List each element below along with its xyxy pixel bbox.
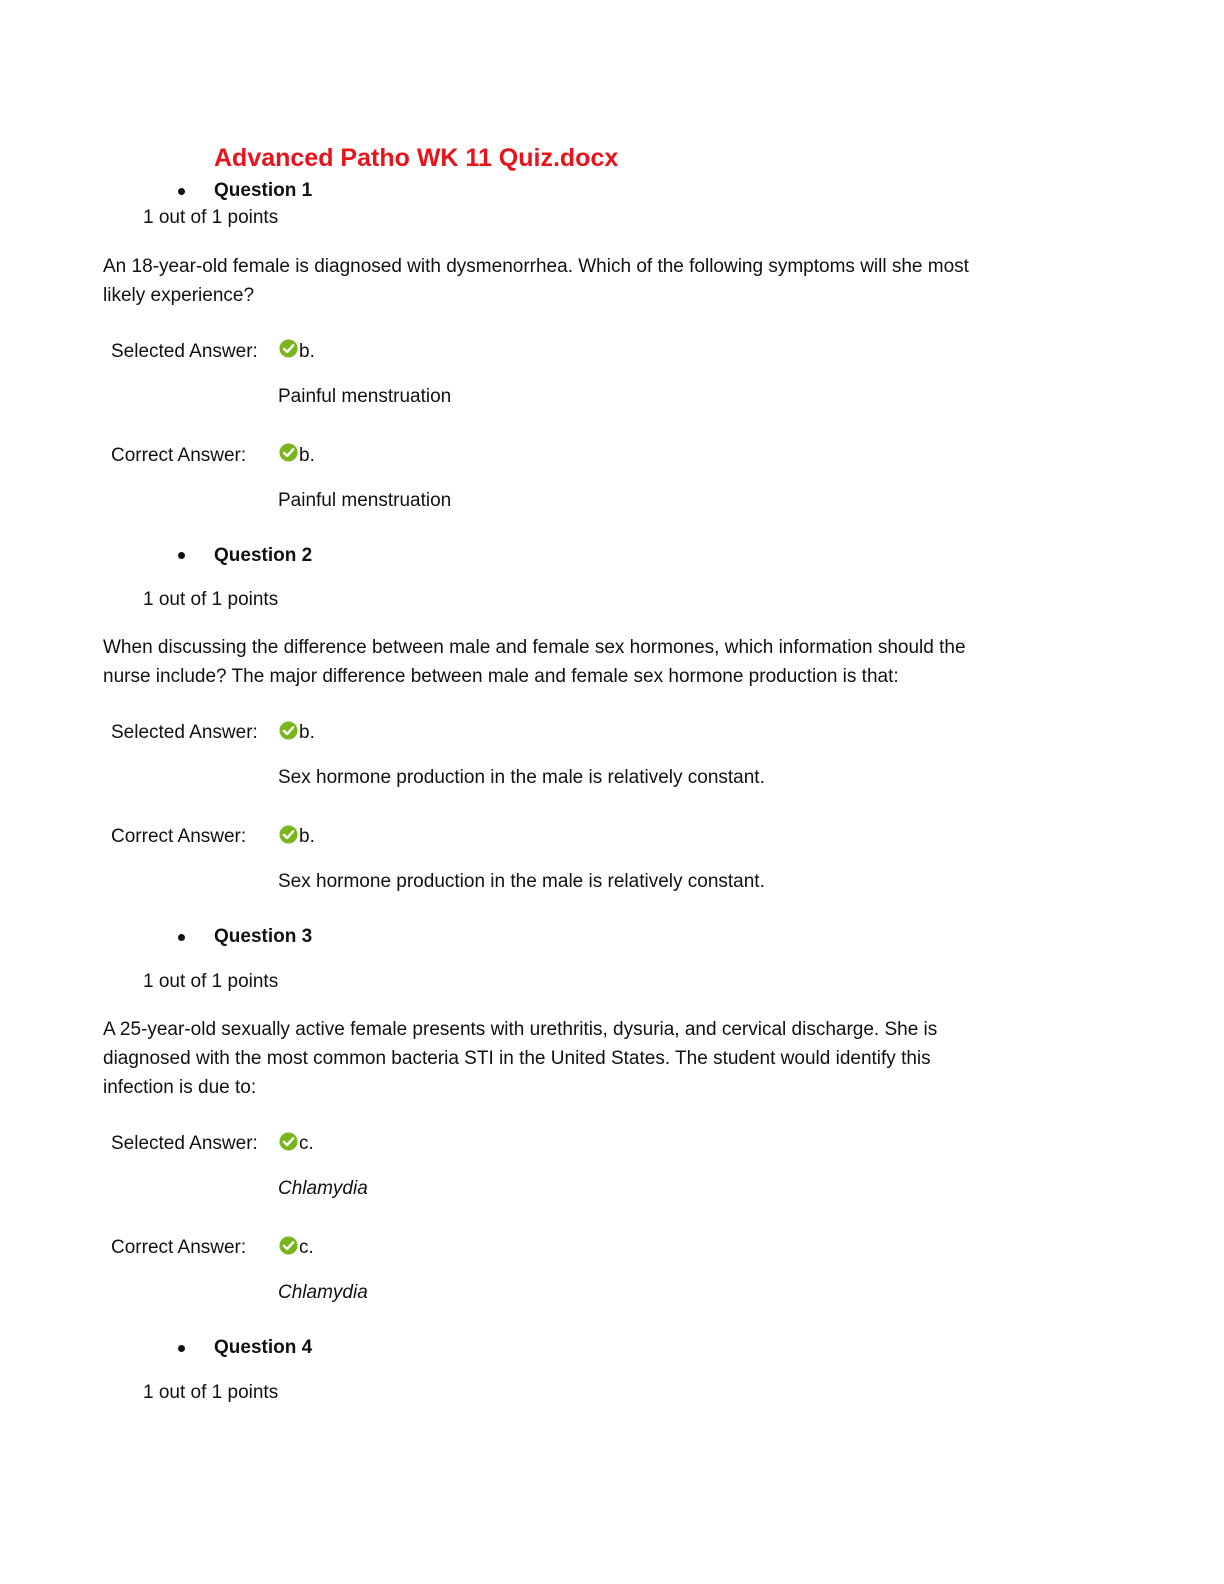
question-points: 1 out of 1 points — [143, 589, 279, 610]
bullet-icon — [178, 188, 185, 195]
correct-answer-label: Correct Answer: — [111, 1237, 247, 1258]
bullet-icon — [178, 552, 185, 559]
selected-answer-label: Selected Answer: — [111, 722, 258, 743]
question-heading: Question 3 — [214, 926, 313, 947]
selected-answer-label: Selected Answer: — [111, 1133, 258, 1154]
question-points: 1 out of 1 points — [143, 207, 279, 228]
correct-answer-letter: b. — [299, 826, 315, 847]
selected-answer-letter: b. — [299, 722, 315, 743]
selected-answer-text: Chlamydia — [278, 1178, 368, 1199]
check-circle-icon — [279, 339, 298, 358]
selected-answer-letter: c. — [299, 1133, 314, 1154]
check-circle-icon — [279, 1236, 298, 1255]
question-heading: Question 1 — [214, 180, 313, 201]
check-circle-icon — [279, 825, 298, 844]
correct-answer-label: Correct Answer: — [111, 826, 247, 847]
selected-answer-text: Sex hormone production in the male is relatively constant. — [278, 767, 765, 788]
selected-answer-letter: b. — [299, 341, 315, 362]
question-points: 1 out of 1 points — [143, 971, 279, 992]
check-circle-icon — [279, 721, 298, 740]
document-title: Advanced Patho WK 11 Quiz.docx — [214, 144, 619, 172]
selected-answer-label: Selected Answer: — [111, 341, 258, 362]
correct-answer-text: Painful menstruation — [278, 490, 452, 511]
bullet-icon — [178, 934, 185, 941]
correct-answer-text: Sex hormone production in the male is relatively constant. — [278, 871, 765, 892]
bullet-icon — [178, 1345, 185, 1352]
check-circle-icon — [279, 443, 298, 462]
correct-answer-letter: c. — [299, 1237, 314, 1258]
question-heading: Question 4 — [214, 1337, 313, 1358]
correct-answer-text: Chlamydia — [278, 1282, 368, 1303]
correct-answer-letter: b. — [299, 445, 315, 466]
check-circle-icon — [279, 1132, 298, 1151]
question-text: A 25-year-old sexually active female presents with urethritis, dysuria, and cervical discharge. She is diagnosed with the most common bacteria STI in the United States. The student would identify this infection is due to: — [103, 1019, 938, 1098]
selected-answer-text: Painful menstruation — [278, 386, 452, 407]
question-heading: Question 2 — [214, 545, 313, 566]
question-points: 1 out of 1 points — [143, 1382, 279, 1403]
question-text: An 18-year-old female is diagnosed with dysmenorrhea. Which of the following symptoms will she most likely experience? — [103, 256, 969, 306]
question-text: When discussing the difference between male and female sex hormones, which information should the nurse include? The major difference between male and female sex hormone production is that: — [103, 637, 966, 687]
correct-answer-label: Correct Answer: — [111, 445, 247, 466]
